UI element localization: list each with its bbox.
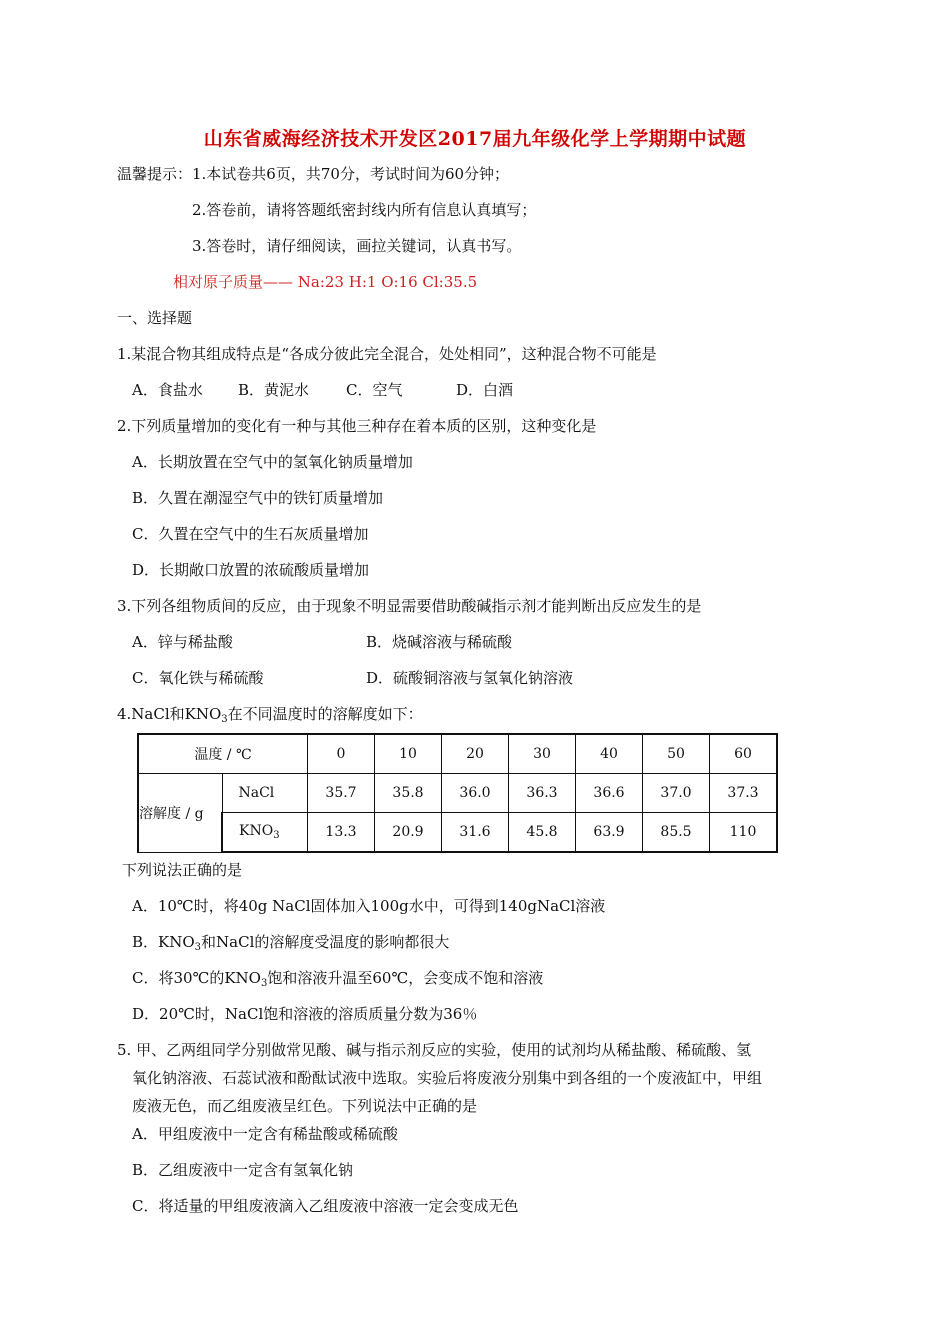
table-cell: 36.0 [442,774,509,813]
table-cell: 35.7 [308,774,375,813]
table-cell: 20.9 [375,813,442,853]
table-row [138,774,777,813]
table-cell: 20 [442,734,509,774]
table-cell: 50 [643,734,710,774]
q1-option-a: A．食盐水 [132,381,203,399]
q4-option-a: A．10℃时，将40g NaCl固体加入100g水中，可得到140gNaCl溶液 [132,897,606,915]
table-cell: 110 [710,813,778,853]
nacl-label: NaCl [222,774,308,813]
q1-option-d: D．白酒 [456,381,514,399]
section-heading: 一、选择题 [117,309,193,327]
table-cell: 36.3 [509,774,576,813]
q5-option-b: B．乙组废液中一定含有氢氧化钠 [132,1161,354,1179]
table-cell: 37.0 [643,774,710,813]
q5-option-c: C．将适量的甲组废液滴入乙组废液中溶液一定会变成无色 [132,1197,519,1215]
q3-option-c: C．氧化铁与稀硫酸 [132,669,264,687]
q3-option-b: B．烧碱溶液与稀硫酸 [366,633,513,651]
q1-option-b: B．黄泥水 [238,381,310,399]
question-1-stem: 1.某混合物其组成特点是“各成分彼此完全混合，处处相同”，这种混合物不可能是 [117,345,657,363]
solubility-table [137,733,778,853]
table-row [138,813,777,853]
q3-option-d: D．硫酸铜溶液与氢氧化钠溶液 [366,669,574,687]
question-5-stem-line-1: 5. 甲、乙两组同学分别做常见酸、碱与指示剂反应的实验，使用的试剂均从稀盐酸、稀硫酸、氢 [117,1041,752,1059]
q2-option-a: A．长期放置在空气中的氢氧化钠质量增加 [132,453,413,471]
table-cell: 60 [710,734,778,774]
table-cell: 10 [375,734,442,774]
q2-option-d: D．长期敞口放置的浓硫酸质量增加 [132,561,370,579]
table-cell: 31.6 [442,813,509,853]
temperature-header: 温度 / ℃ [138,734,308,774]
table-cell: 13.3 [308,813,375,853]
table-row [138,734,777,774]
tip-3: 3.答卷时，请仔细阅读，画拉关键词，认真书写。 [192,237,522,255]
q4-prompt: 下列说法正确的是 [122,861,243,879]
table-cell: 0 [308,734,375,774]
table-cell: 63.9 [576,813,643,853]
table-cell: 45.8 [509,813,576,853]
table-cell: 36.6 [576,774,643,813]
q4-option-c: C．将30℃的$KNO_3$饱和溶液升温至60℃，会变成不饱和溶液 [132,969,544,989]
q1-option-c: C．空气 [346,381,403,399]
table-cell: 40 [576,734,643,774]
solubility-header: 溶解度 / g [138,774,222,853]
q2-option-c: C．久置在空气中的生石灰质量增加 [132,525,369,543]
page-title: 山东省威海经济技术开发区2017届九年级化学上学期期中试题 [203,128,747,150]
q4-option-d: D．20℃时，NaCl饱和溶液的溶质质量分数为36％ [132,1005,478,1023]
question-4-stem: 4.NaCl和$KNO_3$在不同温度时的溶解度如下： [117,705,423,725]
table-cell: 37.3 [710,774,778,813]
q5-option-a: A．甲组废液中一定含有稀盐酸或稀硫酸 [132,1125,398,1143]
question-5-stem-line-2: 氧化钠溶液、石蕊试液和酚酞试液中选取。实验后将废液分别集中到各组的一个废液缸中，甲组 [132,1069,763,1087]
table-cell: 85.5 [643,813,710,853]
q4-option-b: B．$KNO_3$和NaCl的溶解度受温度的影响都很大 [132,933,450,953]
tip-2: 2.答卷前，请将答题纸密封线内所有信息认真填写； [192,201,537,219]
tip-1: 温馨提示：1.本试卷共6页，共70分，考试时间为60分钟； [117,165,510,183]
question-2-stem: 2.下列质量增加的变化有一种与其他三种存在着本质的区别，这种变化是 [117,417,597,435]
atomic-mass-note: 相对原子质量—— Na:23 H:1 O:16 Cl:35.5 [173,273,478,291]
q2-option-b: B．久置在潮湿空气中的铁钉质量增加 [132,489,384,507]
table-cell: 30 [509,734,576,774]
table-cell: 35.8 [375,774,442,813]
question-5-stem-line-3: 废液无色，而乙组废液呈红色。下列说法中正确的是 [132,1097,478,1115]
question-3-stem: 3.下列各组物质间的反应，由于现象不明显需要借助酸碱指示剂才能判断出反应发生的是 [117,597,702,615]
q3-option-a: A．锌与稀盐酸 [132,633,233,651]
kno3-label: $KNO_3$ [222,813,308,853]
